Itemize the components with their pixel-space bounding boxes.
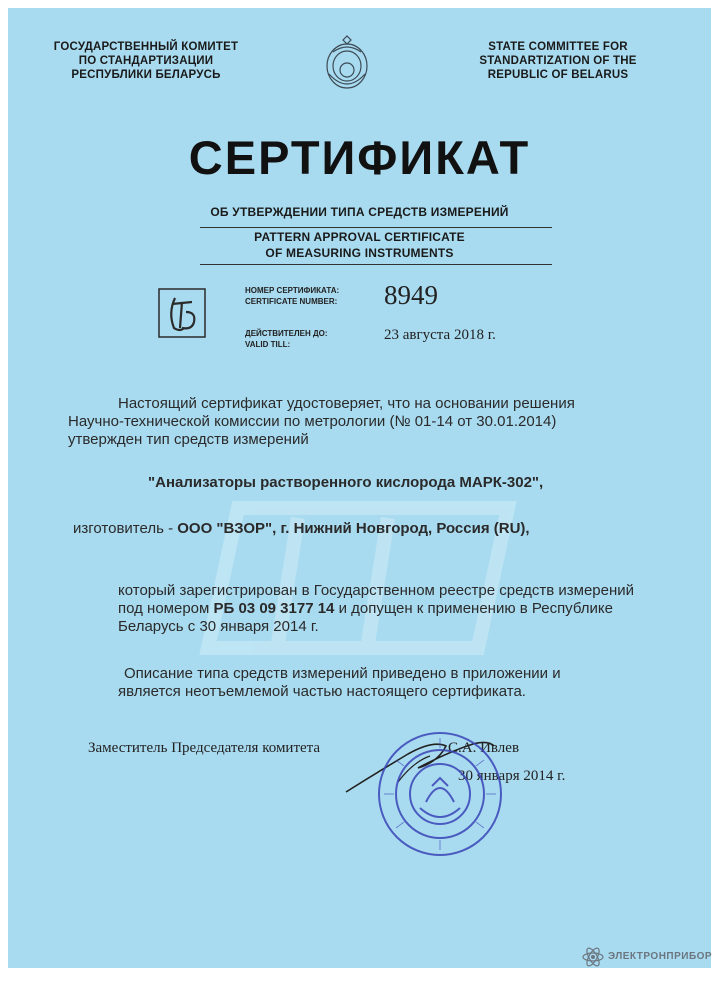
subtitle-en-1: PATTERN APPROVAL CERTIFICATE bbox=[254, 230, 465, 244]
divider bbox=[200, 264, 552, 265]
page-title: СЕРТИФИКАТ bbox=[188, 131, 531, 184]
official-stamp bbox=[376, 730, 504, 858]
paragraph-decision: Настоящий сертификат удостоверяет, что на основании решения Научно-технической комиссии по метрологии (№ 01-14 от 30.01.2014) утвержден тип средств измерений bbox=[68, 395, 575, 448]
standardization-logo-icon bbox=[158, 288, 206, 338]
certificate-number: 8949 bbox=[384, 280, 438, 310]
paragraph-registry: который зарегистрирован в Государственном реестре средств измерений под номером РБ 03 09 3177 14 и допущен к применению в Республике Беларусь с 30 января 2014 г. bbox=[118, 582, 635, 635]
registry-number: РБ 03 09 3177 14 bbox=[213, 600, 335, 617]
manufacturer-line: изготовитель - ООО "ВЗОР", г. Нижний Новгород, Россия (RU), bbox=[73, 520, 530, 537]
paragraph-description: Описание типа средств измерений приведено в приложении и является неотъемлемой частью настоящего сертификата. bbox=[118, 665, 561, 700]
signer-role: Заместитель Председателя комитета bbox=[88, 740, 321, 756]
valid-date: 23 августа 2018 г. bbox=[384, 327, 496, 343]
subtitle-ru: ОБ УТВЕРЖДЕНИИ ТИПА СРЕДСТВ ИЗМЕРЕНИЙ bbox=[210, 205, 509, 219]
manufacturer-name: ООО "ВЗОР", г. Нижний Новгород, Россия (RU), bbox=[177, 520, 530, 537]
signature-date: 30 января 2014 г. bbox=[458, 768, 566, 784]
watermark-logo bbox=[178, 478, 568, 678]
coat-of-arms-icon bbox=[321, 34, 373, 94]
number-label: НОМЕР СЕРТИФИКАТА: CERTIFICATE NUMBER: bbox=[245, 286, 340, 306]
header-left: ГОСУДАРСТВЕННЫЙ КОМИТЕТ ПО СТАНДАРТИЗАЦИИ РЕСПУБЛИКИ БЕЛАРУСЬ bbox=[53, 41, 239, 81]
valid-label: ДЕЙСТВИТЕЛЕН ДО: VALID TILL: bbox=[245, 329, 328, 349]
footer-brand: ЭЛЕКТРОНПРИБОР bbox=[608, 951, 713, 962]
instrument-name: "Анализаторы растворенного кислорода МАРК-302", bbox=[148, 474, 544, 491]
atom-icon bbox=[582, 946, 604, 968]
certificate-sheet bbox=[8, 8, 711, 968]
divider bbox=[200, 227, 552, 228]
header-right: STATE COMMITTEE FOR STANDARTIZATION OF THE REPUBLIC OF BELARUS bbox=[479, 41, 637, 81]
subtitle-en-2: OF MEASURING INSTRUMENTS bbox=[265, 246, 454, 260]
signer-name: С.А. Ивлев bbox=[448, 740, 520, 756]
